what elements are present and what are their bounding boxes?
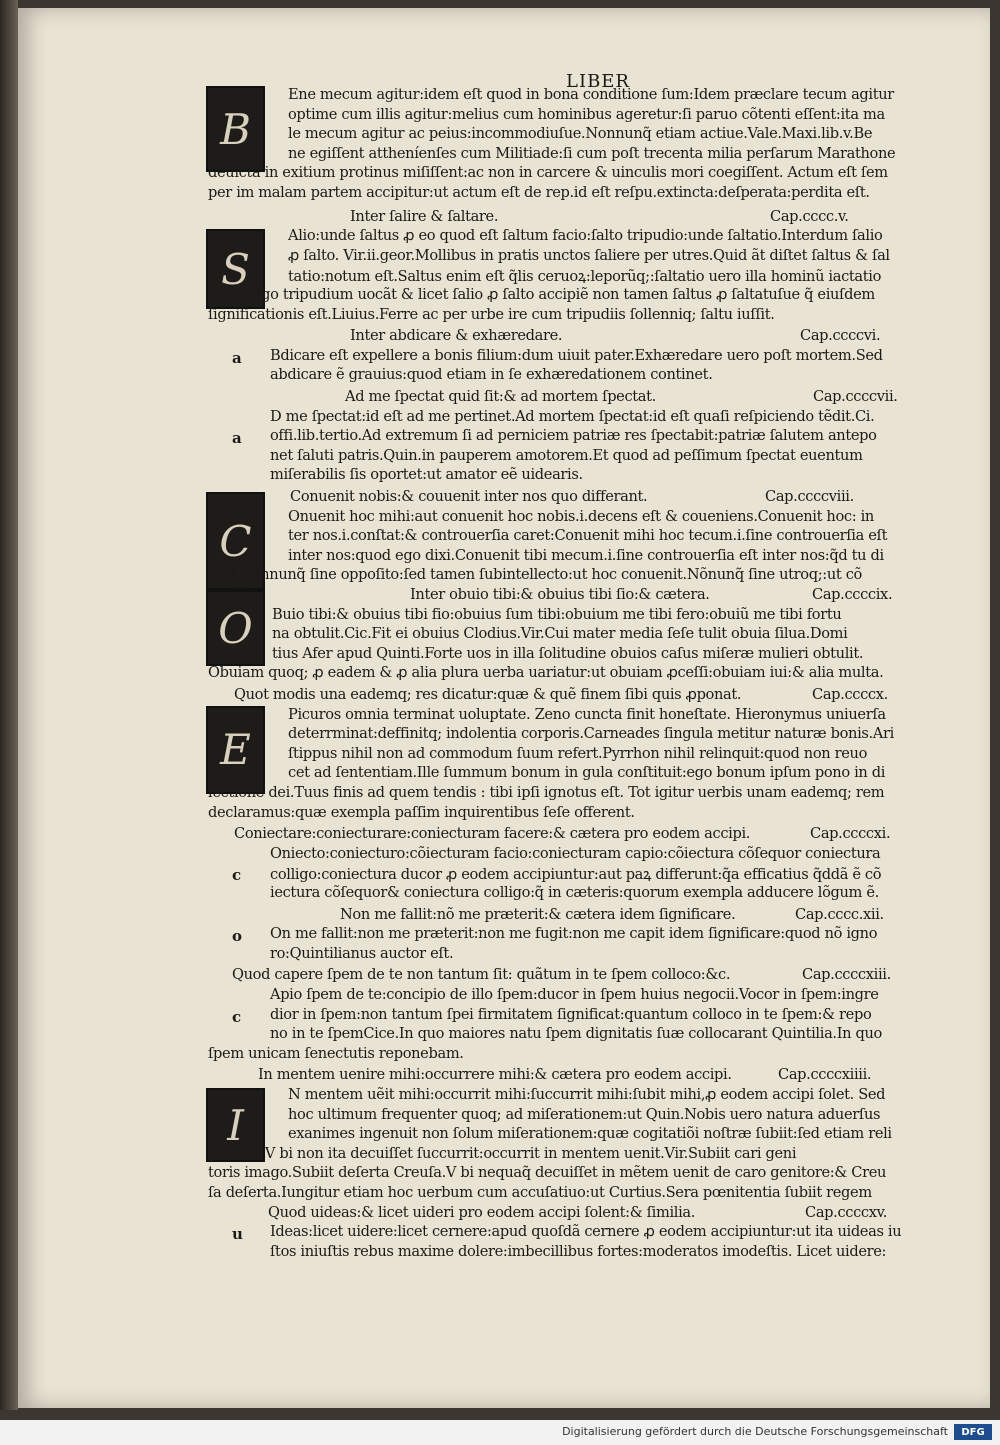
section-heading: Quot modis una eademq; res dicatur:quæ & quẽ finem ſibi quis ꝓponat.	[234, 686, 742, 703]
text-line: ſa deſerta.Iungitur etiam hoc uerbum cum accuſatiuo:ut Curtius.Sera pœnitentia ſubiit regem	[208, 1184, 872, 1201]
text-line: per im malam partem accipitur:ut actum eſt de rep.id eſt reſpu.extincta:deſperata:perdita eſt.	[208, 184, 870, 201]
text-line: no in te ſpemCice.In quo maiores natu ſpem dignitatis ſuæ collocarant Quintilia.In quo	[270, 1025, 882, 1043]
section-heading: Quod uideas:& licet uideri pro eodem accipi ſolent:& ſimilia.	[268, 1203, 696, 1221]
text-line: lectione dei.Tuus finis ad quem tendis : tibi ipſi ignotus eſt. Tot igitur uerbis unam eademq; rem	[208, 784, 885, 801]
section-heading: Inter ſalire & ſaltare.	[350, 207, 499, 225]
text-line: exanimes ingenuit non ſolum miſerationem:quæ cogitatiõi noſtræ ſubiit:ſed etiam reli	[288, 1125, 892, 1143]
text-line: On me fallit:non me præterit:non me fugit:non me capit idem ſignificare:quod nõ igno	[270, 925, 878, 943]
text-line: toris imago.Subiit deſerta Creuſa.V bi nequaq̃ decuiſſet in mẽtem uenit de caro genitore:& Creu	[208, 1164, 887, 1182]
text-line: gionem.V bi non ita decuiſſet ſuccurrit:occurrit in mentem uenit.Vir.Subiit cari geni	[208, 1144, 797, 1162]
text-line: ſtos iniuſtis rebus maxime dolere:imbecillibus fortes:moderatos imodeſtis. Licet uidere:	[270, 1242, 887, 1260]
marginal-letter: o	[232, 927, 242, 946]
text-line: ſtippus nihil non ad commodum ſuum refert.Pyrrhon nihil relinquit:quod non reuo	[288, 744, 868, 762]
text-line: ſignificationis eſt.Liuius.Ferre ac per urbe ire cum tripudiis ſollenniq; ſaltu iuſſit.	[208, 305, 775, 323]
decorated-initial	[206, 86, 265, 172]
text-line: miſerabilis ſis oportet:ut amator eẽ uidearis.	[270, 466, 583, 484]
text-line: Bdicare eſt expellere a bonis filium:dum uiuit pater.Exhæredare uero poſt mortem.Sed	[270, 346, 883, 364]
text-line: xiſti.Nonnunq̃ ſine oppoſito:ſed tamen ſubintellecto:ut hoc conuenit.Nõnunq̃ ſine utroq;:ut cõ	[208, 566, 862, 584]
text-line: Buio tibi:& obuius tibi fio:obuius ſum tibi:obuium me tibi fero:obuiũ me tibi fortu	[272, 605, 842, 623]
marginal-letter: u	[232, 1225, 243, 1244]
book-spine	[0, 0, 18, 1410]
text-line: Ene mecum agitur:idem eſt quod in bona conditione ſum:Idem præclare tecum agitur	[288, 86, 894, 103]
text-line: ro:Quintilianus auctor eſt.	[270, 944, 454, 962]
text-line: ne egiſſent attheníenſes cum Militiade:ſi cum poſt trecenta milia perſarum Marathone	[288, 144, 896, 162]
text-line: net ſaluti patris.Quin.in pauperem amotorem.Et quod ad peſſimum ſpectat euentum	[270, 446, 863, 464]
initial-letter: E	[220, 725, 251, 775]
decorated-initial	[206, 590, 265, 666]
text-line: quã uulgo tripudium uocãt & licet ſalio ꝓ ſalto accipiẽ non tamen ſaltus ꝓ ſaltatuſue q̃ eiuſdem	[208, 286, 875, 303]
text-line: optime cum illis agitur:melius cum hominibus ageretur:ſi paruo cõtenti eſſent:ita ma	[288, 105, 885, 123]
section-heading: In mentem uenire mihi:occurrere mihi:& cætera pro eodem accipi.	[258, 1066, 732, 1084]
chapter-number: Cap.ccccxiiii.	[778, 1066, 872, 1084]
text-line: ſpem unicam ſenectutis reponebam.	[208, 1044, 464, 1062]
footer-bar	[0, 1420, 1000, 1445]
chapter-number: Cap.ccccviii.	[765, 488, 854, 505]
section-heading: Non me fallit:nõ me præterit:& cætera idem ſignificare.	[340, 905, 736, 923]
text-line: le mecum agitur ac peius:incommodiuſue.Nonnunq̃ etiam actiue.Vale.Maxi.lib.v.Be	[288, 125, 873, 143]
section-heading: Quod capere ſpem de te non tantum ſit: quãtum in te ſpem colloco:&c.	[232, 966, 731, 984]
text-line: tatio:notum eſt.Saltus enim eſt q̃lis ceruoꝝ:leporũq;:ſaltatio uero illa hominũ iactatio	[288, 268, 882, 286]
initial-letter: O	[218, 603, 253, 653]
text-line: N mentem uẽit mihi:occurrit mihi:ſuccurrit mihi:ſubit mihi,ꝓ eodem accipi ſolet. Sed	[288, 1086, 886, 1103]
text-line: tius Afer apud Quinti.Forte uos in illa ſolitudine obuios caſus miſeræ mulieri obtulit.	[272, 644, 864, 662]
text-line: Picuros omnia terminat uoluptate. Zeno cuncta finit honeſtate. Hieronymus uniuerſa	[288, 705, 886, 723]
text-line: Alio:unde ſaltus ꝓ eo quod eſt ſaltum facio:ſalto tripudio:unde ſaltatio.Interdum ſalio	[288, 227, 883, 245]
footer-credit: Digitalisierung gefördert durch die Deutsche Forschungsgemeinschaft	[562, 1425, 948, 1438]
marginal-letter: c	[232, 866, 241, 885]
section-heading: Conuenit nobis:& couuenit inter nos quo differant.	[290, 488, 648, 505]
initial-letter: S	[221, 244, 250, 294]
text-line: D me ſpectat:id eſt ad me pertinet.Ad mortem ſpectat:id eſt quaſi reſpiciendo tẽdit.Ci.	[270, 407, 875, 425]
text-line: Apio ſpem de te:concipio de illo ſpem:ducor in ſpem huius negocii.Vocor in ſpem:ingre	[270, 986, 879, 1003]
initial-letter: I	[227, 1100, 244, 1150]
text-line: deterrminat:deffinitq; indolentia corporis.Carneades ſingula metitur naturæ bonis.Ari	[288, 725, 894, 743]
text-line: dior in ſpem:non tantum ſpei firmitatem ſignificat:quantum colloco in te ſpem:& repo	[270, 1005, 872, 1023]
chapter-number: Cap.ccccxiii.	[802, 966, 891, 984]
text-line: ꝓ ſalto. Vir.ii.geor.Mollibus in pratis unctos ſaliere per utres.Quid ãt diſtet ſaltus & ſal	[288, 246, 890, 264]
chapter-number: Cap.cccc.xii.	[795, 905, 884, 923]
section-heading: Coniectare:coniecturare:coniecturam facere:& cætera pro eodem accipi.	[234, 825, 751, 843]
marginal-letter: c	[232, 1007, 241, 1026]
running-head: LIBER	[566, 71, 630, 92]
text-line: Oniecto:coniecturo:cõiecturam facio:coniecturam capio:cõiectura cõſequor coniectura	[270, 844, 881, 862]
text-line: Ideas:licet uidere:licet cernere:apud quoſdã cernere ꝓ eodem accipiuntur:ut ita uideas iu	[270, 1223, 902, 1241]
section-heading: Inter obuio tibi:& obuius tibi ſio:& cætera.	[410, 586, 710, 603]
chapter-number: Cap.ccccvi.	[800, 327, 881, 345]
text-line: offi.lib.tertio.Ad extremum ſi ad perniciem patriæ res ſpectabit:patriæ ſalutem antepo	[270, 427, 877, 445]
text-line: cet ad ſententiam.Ille ſummum bonum in gula conſtituit:ego bonum ipſum pono in di	[288, 764, 886, 782]
decorated-initial	[206, 706, 265, 794]
text-line: hoc ultimum frequenter quoq; ad miſerationem:ut Quin.Nobis uero natura aduerſus	[288, 1105, 881, 1123]
text-line: na obtulit.Cic.Fit ei obuius Clodius.Vir.Cui mater media ſeſe tulit obuia ſilua.Domi	[272, 625, 848, 643]
chapter-number: Cap.ccccix.	[812, 586, 893, 603]
text-line: inter nos:quod ego dixi.Conuenit tibi mecum.i.ſine controuerſia eſt inter nos:q̃d tu di	[288, 546, 884, 564]
chapter-number: Cap.cccc.v.	[770, 207, 849, 225]
marginal-letter: a	[232, 429, 242, 448]
chapter-number: Cap.ccccxv.	[805, 1203, 888, 1221]
section-heading: Inter abdicare & exhæredare.	[350, 327, 563, 345]
initial-letter: C	[219, 516, 252, 566]
text-line: abdicare ẽ grauius:quod etiam in ſe exhæredationem continet.	[270, 366, 713, 384]
text-line: ter nos.i.conſtat:& controuerſia caret:Conuenit mihi hoc tecum.i.ſine controuerſia eſt	[288, 527, 888, 545]
text-line: declaramus:quæ exempla paſſim inquirentibus ſeſe offerent.	[208, 803, 635, 821]
dfg-logo: DFG	[954, 1424, 992, 1440]
initial-letter: B	[220, 104, 251, 154]
chapter-number: Cap.ccccvii.	[813, 388, 898, 405]
text-line: deuicta in exitium protinus miſiſſent:ac non in carcere & uinculis mori coegiſſent. Actum eſt ſem	[208, 164, 888, 182]
marginal-letter: a	[232, 348, 242, 367]
chapter-number: Cap.ccccx.	[812, 686, 888, 703]
chapter-number: Cap.ccccxi.	[810, 825, 891, 843]
text-line: colligo:coniectura ducor ꝓ eodem accipiuntur:aut paꝝ differunt:q̃a efficatius q̃ddã ẽ cõ	[270, 866, 882, 884]
section-heading: Ad me ſpectat quid ſit:& ad mortem ſpectat.	[345, 388, 656, 405]
text-line: iectura cõſequor& coniectura colligo:q̃ in cæteris:quorum exempla adducere lõgum ẽ.	[270, 884, 879, 901]
text-line: Obuiam quoq; ꝓ eadem & ꝓ alia plura uerba uariatur:ut obuiam ꝓceſſi:obuiam iui:& alia multa.	[208, 664, 884, 682]
text-line: Onuenit hoc mihi:aut conuenit hoc nobis.i.decens eſt & coueniens.Conuenit hoc: in	[288, 507, 874, 525]
